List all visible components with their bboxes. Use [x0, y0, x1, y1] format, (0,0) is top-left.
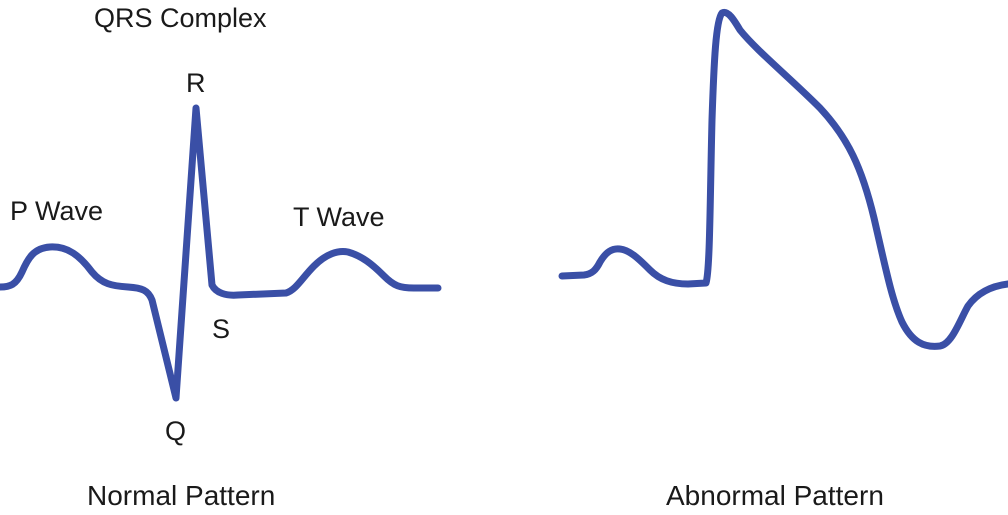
abnormal-ecg-trace: [562, 12, 1008, 346]
abnormal-pattern-caption: Abnormal Pattern: [666, 480, 884, 511]
qrs-complex-label: QRS Complex: [94, 3, 267, 33]
r-peak-label: R: [186, 68, 206, 98]
s-point-label: S: [212, 314, 231, 344]
q-point-label: Q: [165, 416, 187, 446]
p-wave-label: P Wave: [10, 196, 104, 226]
t-wave-label: T Wave: [293, 202, 385, 232]
normal-pattern-caption: Normal Pattern: [87, 480, 276, 511]
normal-ecg-trace: [0, 108, 438, 398]
